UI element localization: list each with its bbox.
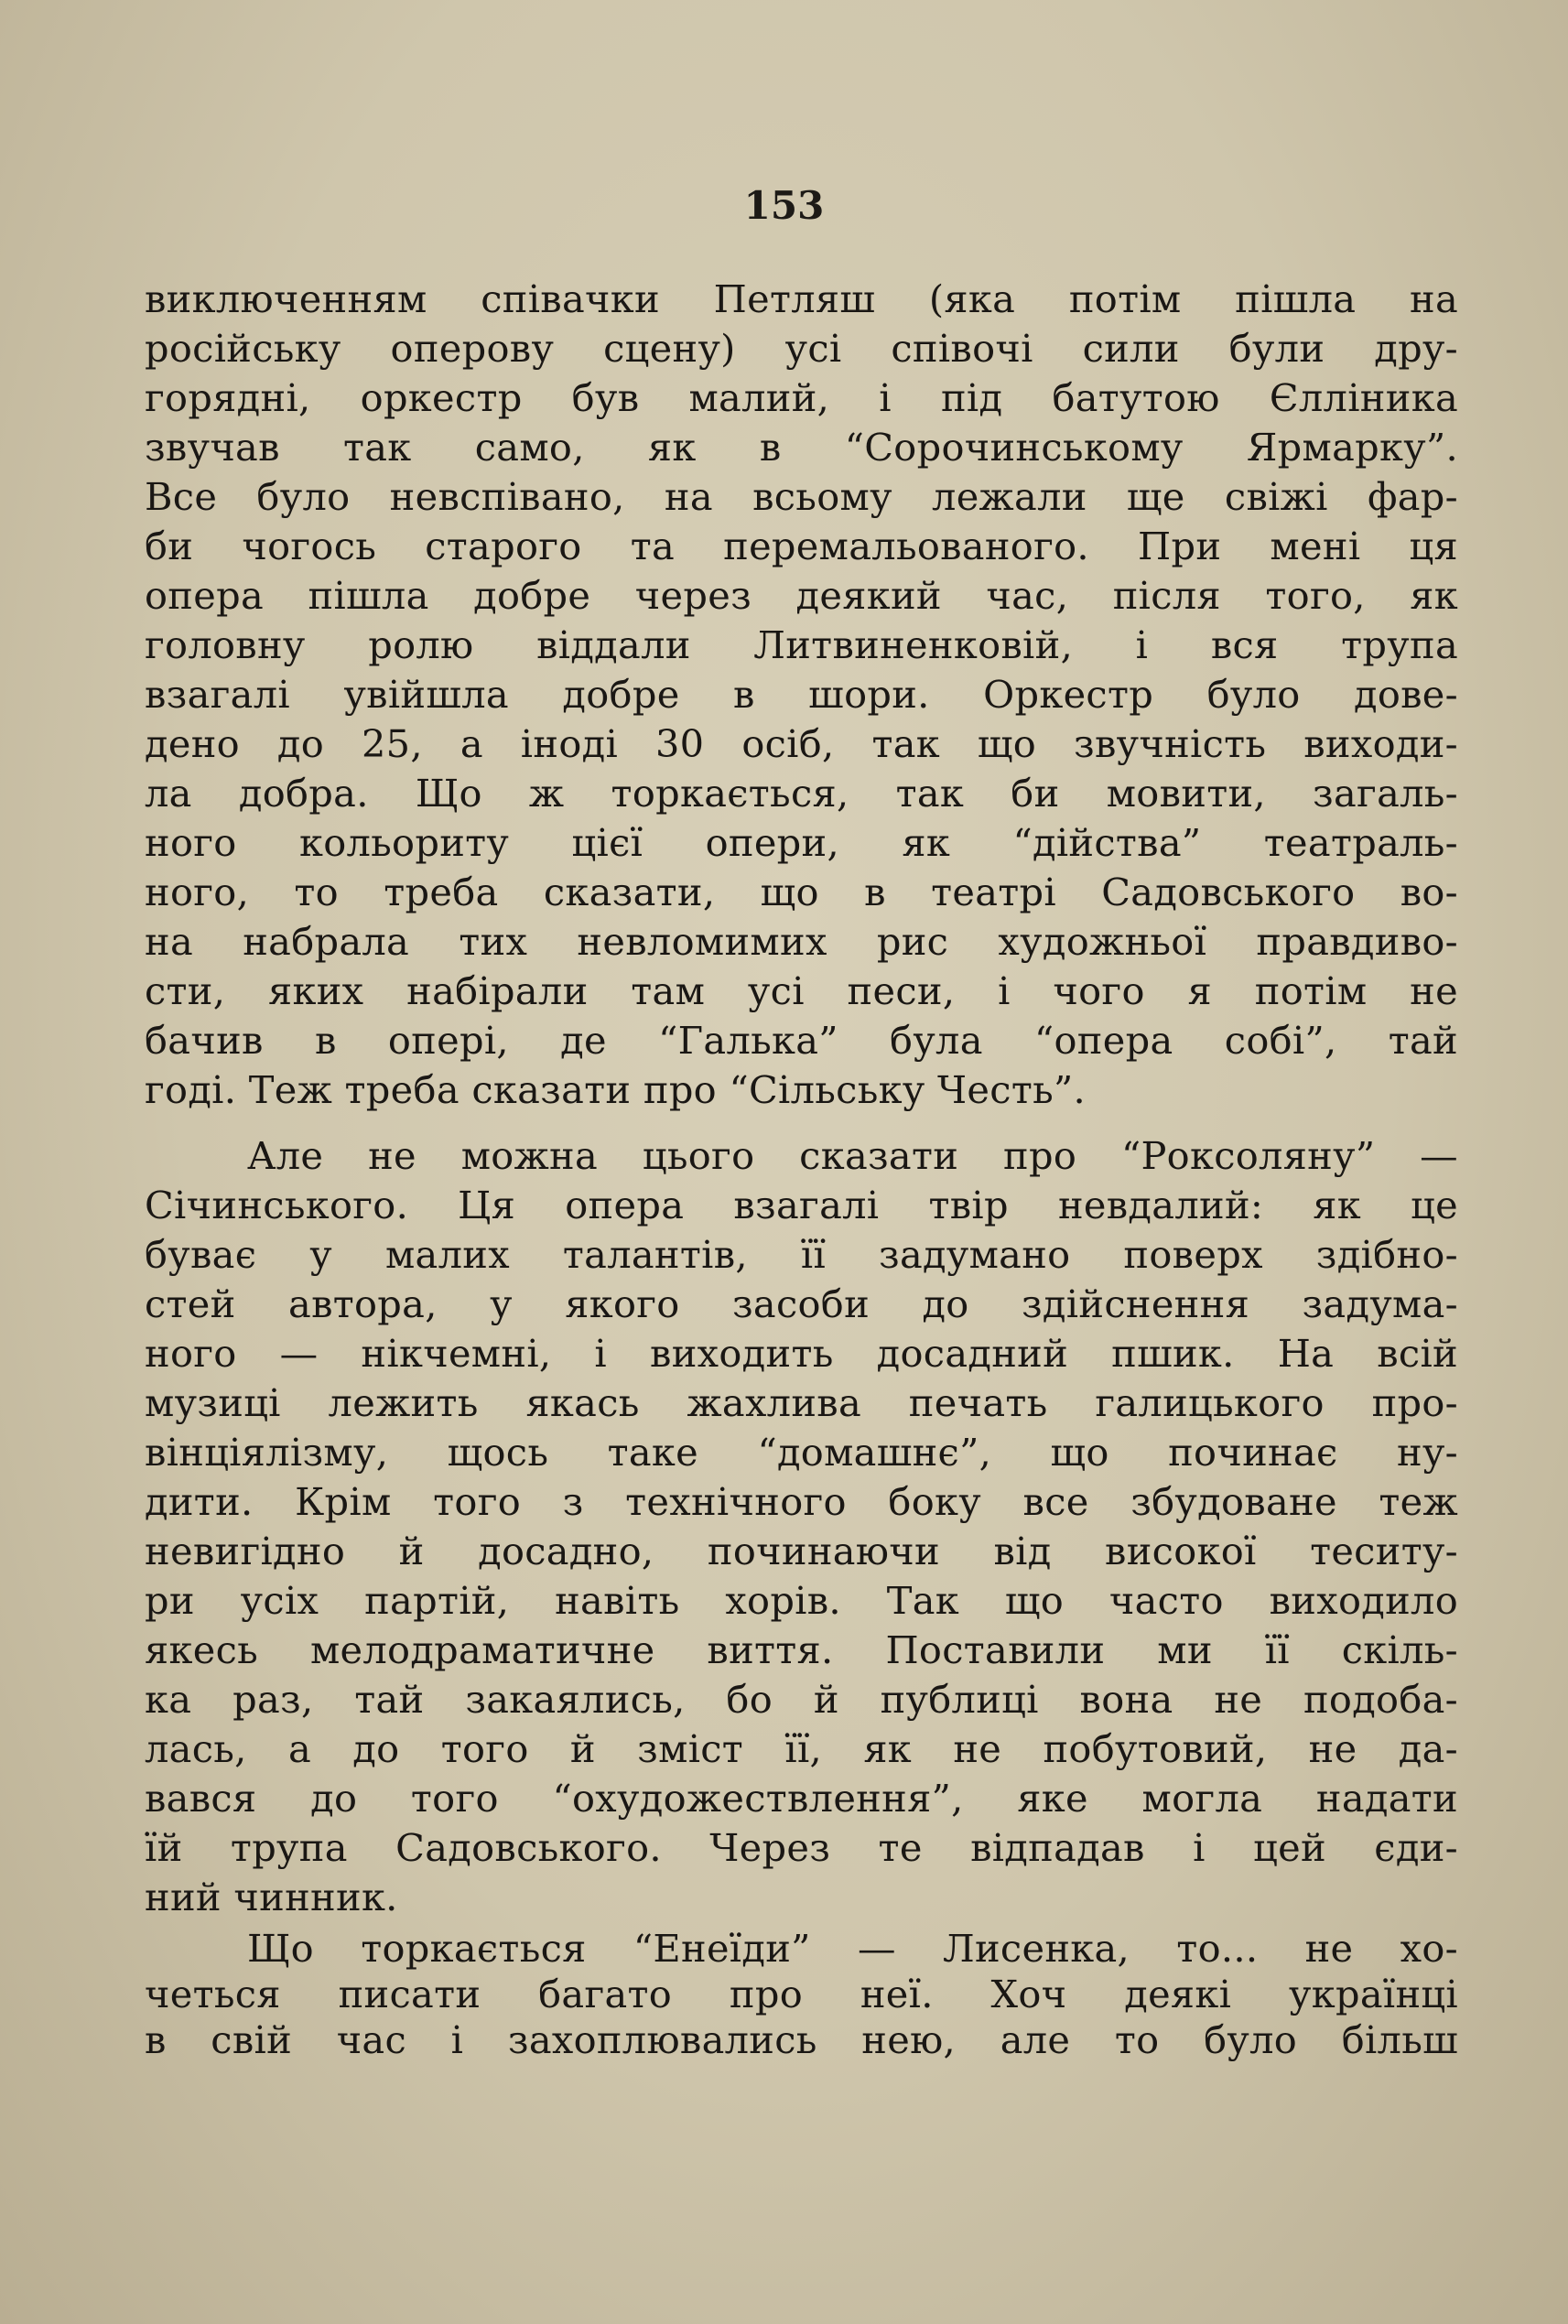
text-line: буває у малих талантів, її задумано поверх здібно- [145, 1232, 1458, 1277]
text-line: Але не можна цього сказати про “Роксоляну” — [247, 1133, 1458, 1178]
body-text [145, 275, 1458, 2063]
text-line: ний чинник. [145, 1875, 398, 1919]
text-line: вався до того “охудожествлення”, яке могла надати [145, 1776, 1458, 1821]
text-line: на набрала тих невломимих рис художньої правдиво- [145, 919, 1458, 964]
paragraph-3 [145, 1926, 1458, 2063]
text-line: опера пішла добре через деякий час, після того, як [145, 573, 1458, 618]
text-line: ри усіх партій, навіть хорів. Так що часто виходило [145, 1578, 1458, 1623]
paragraph-2 [145, 1131, 1458, 1922]
text-line: виключенням співачки Петляш (яка потім пішла на [145, 276, 1458, 321]
text-line: ного, то треба сказати, що в театрі Садовського во- [145, 870, 1458, 914]
text-line: ного кольориту цієї опери, як “дійства” театраль- [145, 820, 1458, 865]
text-line: стей автора, у якого засоби до здійснення задума- [145, 1281, 1458, 1326]
text-line: ного — нікчемні, і виходить досадний пшик. На всій [145, 1331, 1458, 1376]
text-line: годі. Теж треба сказати про “Сільську Честь”. [145, 1067, 1086, 1112]
text-line: в свій час і захоплювались нею, але то було більш [145, 2017, 1458, 2062]
text-line: дити. Крім того з технічного боку все збудоване теж [145, 1479, 1458, 1524]
text-line: лась, а до того й зміст її, як не побутовий, не да- [145, 1726, 1458, 1771]
text-line: взагалі увійшла добре в шори. Оркестр було дове- [145, 672, 1458, 717]
text-line: дено до 25, а іноді 30 осіб, так що звучність виходи- [145, 721, 1458, 766]
text-line: би чогось старого та перемальованого. При мені ця [145, 524, 1458, 568]
text-line: їй трупа Садовського. Через те відпадав і цей єди- [145, 1825, 1458, 1870]
text-line: головну ролю віддали Литвиненковій, і вся трупа [145, 622, 1458, 667]
paragraph-1 [145, 275, 1458, 1115]
text-line: звучав так само, як в “Сорочинському Ярмарку”. [145, 425, 1458, 470]
text-line: бачив в опері, де “Галька” була “опера собі”, тай [145, 1018, 1458, 1063]
text-line: горядні, оркестр був малий, і під батутою Єлліника [145, 375, 1458, 420]
text-line: четься писати багато про неї. Хоч деякі українці [145, 1972, 1458, 2016]
text-line: невигідно й досадно, починаючи від високої теситу- [145, 1529, 1458, 1573]
text-line: ка раз, тай закаялись, бо й публиці вона не подоба- [145, 1677, 1458, 1722]
text-line: музиці лежить якась жахлива печать галицького про- [145, 1380, 1458, 1425]
text-line: ла добра. Що ж торкається, так би мовити, загаль- [145, 771, 1458, 816]
text-line: Все було невспівано, на всьому лежали ще свіжі фар- [145, 474, 1458, 519]
text-line: російську оперову сцену) усі співочі сили були дру- [145, 326, 1458, 371]
text-line: Січинського. Ця опера взагалі твір невдалий: як це [145, 1183, 1458, 1227]
text-line: сти, яких набірали там усі песи, і чого я потім не [145, 968, 1458, 1013]
text-line: вінціялізму, щось таке “домашнє”, що починає ну- [145, 1430, 1458, 1475]
text-line: якесь мелодраматичне виття. Поставили ми її скіль- [145, 1627, 1458, 1672]
text-line: Що торкається “Енеїди” — Лисенка, то... не хо- [247, 1926, 1458, 1971]
page-number: 153 [743, 183, 825, 228]
